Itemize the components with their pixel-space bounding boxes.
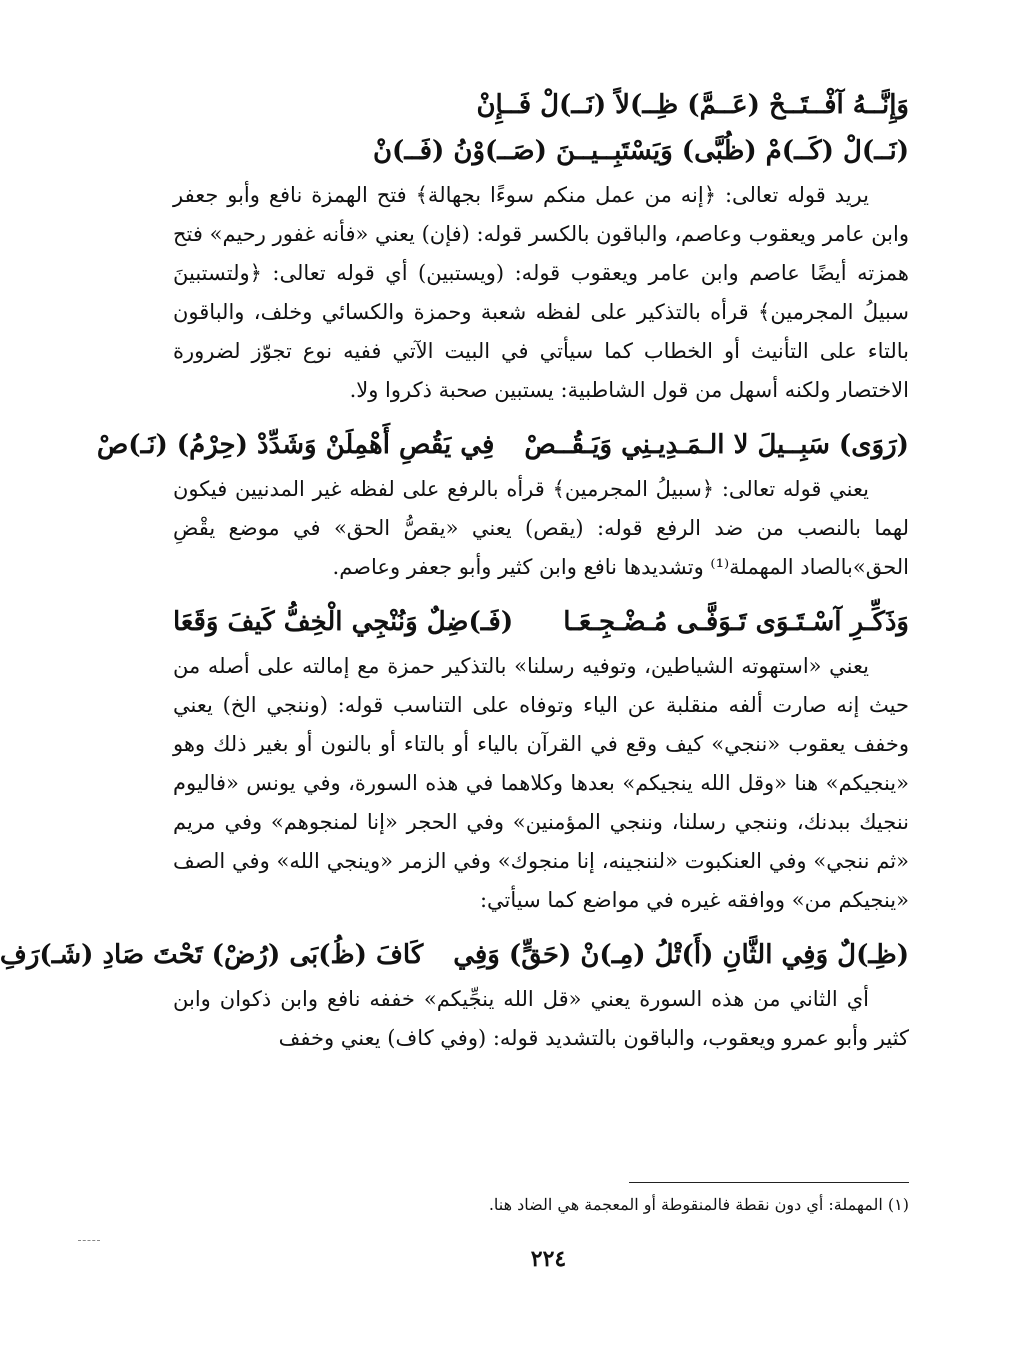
verse-line-5	[0, 932, 909, 978]
paragraph-text: يريد قوله تعالى: ﴿إنه من عمل منكم سوءًا بجهالة﴾ فتح الهمزة نافع وأبو جعفر وابن عامر ويعقوب وعاصم، والباقون بالكسر قوله: (فإن) يعني «فأنه غفور رحيم» فتح همزته أيضًا عاصم وابن عامر ويعقوب قوله: (ويستبين) أي قوله تعالى: ﴿ولتستبينَ سبيلُ المجرمين﴾ قرأه بالتذكير على لفظه شعبة وحمزة والكسائي وخلف، والباقون بالتاء على التأنيث أو الخطاب كما سيأتي في البيت الآتي ففيه نوع تجوّز لضرورة الاختصار ولكنه أسهل من قول الشاطبية: يستبين صحبة ذكروا ولا.	[173, 183, 909, 402]
verse-line-2: (نَــ)لْ (كَــ)مْ (ظُبَّى) وَيَسْتَبِــيــنَ (صَــ)وْنُ (فَــ)نْ	[372, 136, 909, 166]
verse-hemistich-left: كَافَ (ظُ)بَى (رُضْ) تَحْتَ صَادِ (شَـ)رَفِ	[0, 940, 424, 970]
verse-hemistich-right: وَذَكِّـرِ آسْـتَـوَى تَـوَفَّـى مُـضْـجِـعَـا	[563, 607, 909, 637]
page-number: ٢٢٤	[530, 1246, 567, 1272]
verse-hemistich-left: فِي يَقُصِ أَهْمِلَنْ وَشَدِّدْ (حِرْمُ) (نَـ)صْ	[96, 430, 495, 460]
verse-line-1: وَإِنَّــهُ آفْــتَــحْ (عَــمَّ) ظِــ)لاً (نَــ)لْ فَــإِنْ	[476, 90, 909, 120]
commentary-paragraph-3	[173, 647, 909, 920]
commentary-paragraph-1	[173, 176, 909, 410]
commentary-paragraph-2	[173, 470, 909, 587]
footnote: (١) المهملة: أي دون نقطة فالمنقوطة أو المعجمة هي الضاد هنا.	[488, 1195, 909, 1214]
paragraph-text: أي الثاني من هذه السورة يعني «قل الله ينجِّيكم» خففه نافع وابن ذكوان وابن كثير وأبو عمرو ويعقوب، والباقون بالتشديد قوله: (وفي كاف) يعني وخفف	[173, 987, 909, 1050]
paragraph-text: يعني «استهوته الشياطين، وتوفيه رسلنا» بالتذكير حمزة مع إمالته على أصله من حيث إنه صارت ألفه منقلبة عن الياء وتوفاه على التناسب قوله: (وننجي الخ) يعني وخفف يعقوب «ننجي» كيف وقع في القرآن بالياء أو بالتاء أو بالنون أو بغير ذلك وهو «ينجيكم» هنا «وقل الله ينجيكم» بعدها وكلاهما في هذه السورة، وفي يونس «فاليوم ننجيك ببدنك، وننجي رسلنا، وننجي المؤمنين» وفي الحجر «إنا لمنجوهم» وفي مريم «ثم ننجي» وفي العنكبوت «لننجينه، إنا منجوك» وفي الزمر «وينجي الله» وفي الصف «ينجيكم من» ووافقه غيره في مواضع كما سيأتي:	[173, 654, 909, 912]
verse-line-3	[96, 422, 909, 468]
paragraph-text: يعني قوله تعالى: ﴿سبيلُ المجرمين﴾ قرأه بالرفع على لفظه غير المدنيين فيكون لهما بالنصب من ضد الرفع قوله: (يقص) يعني «يقصُّ الحق» في موضع يقْضِ الحق»بالصاد المهملة⁽¹⁾ وتشديدها نافع وابن كثير وأبو جعفر وعاصم.	[173, 477, 909, 579]
verse-hemistich-right: (ظِـ)لٌ وَفِي الثَّانِ (أَ)تْلُ (مِـ)نْ (حَقٍّ) وَفِي	[453, 940, 909, 970]
verse-line-4	[173, 599, 909, 645]
commentary-paragraph-4	[173, 980, 909, 1058]
page-body	[0, 82, 909, 1070]
scan-edge-mark	[78, 1240, 100, 1241]
footnote-divider	[629, 1182, 909, 1183]
verse-hemistich-left: (فَـ)ضِلٌ وَنُنْجِي الْخِفُّ كَيفَ وَقَعَا	[173, 607, 514, 637]
verse-hemistich-right: (رَوَى) سَبِــيلَ لا الـمَـدِيـنِي وَيَـقُــصْ	[524, 430, 909, 460]
